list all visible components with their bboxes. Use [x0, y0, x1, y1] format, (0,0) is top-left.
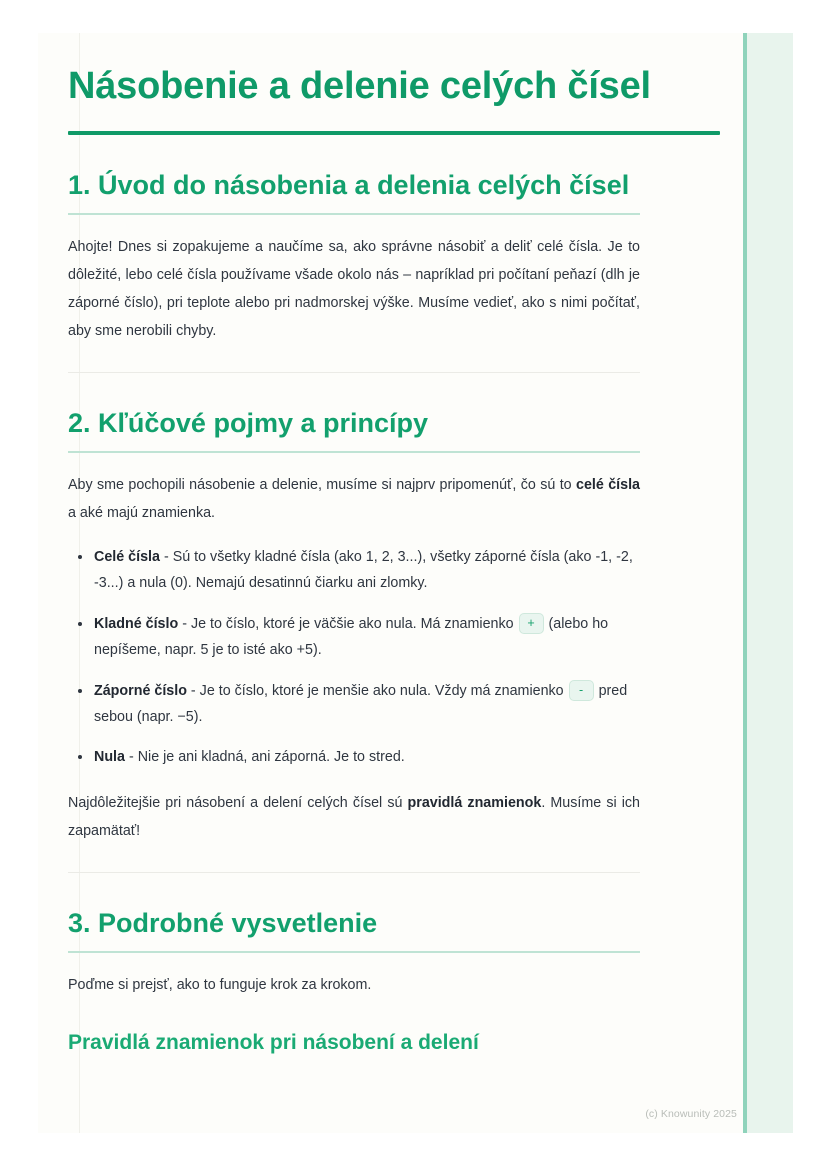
term-label: Záporné číslo: [94, 682, 187, 699]
section-heading-rule: [68, 213, 640, 215]
section-divider: [68, 872, 640, 873]
term-separator: -: [124, 749, 138, 766]
term-description-before: Je to číslo, ktoré je väčšie ako nula. Má znamienko: [190, 615, 518, 632]
section-heading-rule: [68, 951, 640, 953]
term-separator: -: [178, 615, 191, 632]
title-underline: [68, 131, 720, 135]
term-label: Celé čísla: [94, 548, 160, 565]
document-page: [38, 33, 793, 1133]
document-content: [68, 33, 720, 1056]
subsection-heading-rules: Pravidlá znamienok pri násobení a delení: [68, 1030, 479, 1054]
lead-text-after: a aké majú znamienka.: [68, 504, 216, 521]
closing-text-after: . Musíme si ich zapamätať!: [68, 794, 640, 839]
lead-text-before: Aby sme pochopili násobenie a delenie, musíme si najprv pripomenúť, čo sú to: [68, 477, 576, 494]
list-item: [94, 544, 654, 597]
plus-sign-badge: +: [519, 613, 544, 634]
term-separator: -: [186, 682, 200, 699]
section-heading-explanation: 3. Podrobné vysvetlenie: [68, 907, 378, 938]
closing-bold: pravidlá znamienok: [407, 794, 542, 811]
explanation-paragraph: Poďme si prejsť, ako to funguje krok za krokom.: [68, 977, 372, 994]
copyright-watermark: (c) Knowunity 2025: [645, 1108, 737, 1120]
term-label: Kladné číslo: [94, 615, 179, 632]
section-divider: [68, 372, 640, 373]
term-description: Sú to všetky kladné čísla (ako 1, 2, 3...), všetky záporné čísla (ako -1, -2, -3...) a nula (0). Nemajú desatinnú čiarku ani zlomky.: [94, 548, 633, 592]
intro-paragraph: Ahojte! Dnes si zopakujeme a naučíme sa, ako správne násobiť a deliť celé čísla. Je to dôležité, lebo celé čísla používame všade okolo nás – napríklad pri počítaní peňazí (dlh je záporné číslo), pri teplote alebo pri nadmorskej výške. Musíme vedieť, ako s nimi počítať, aby sme nerobili chyby.: [68, 239, 640, 339]
term-description: Nie je ani kladná, ani záporná. Je to stred.: [137, 749, 405, 766]
term-description-after: pred sebou (napr. −5).: [94, 682, 628, 726]
concepts-closing-paragraph: [68, 790, 640, 846]
term-separator: -: [159, 548, 173, 565]
accent-side-strip: [747, 33, 793, 1133]
list-item: [94, 611, 654, 664]
minus-sign-badge: -: [569, 680, 594, 701]
page-title: Násobenie a delenie celých čísel: [68, 65, 651, 107]
list-item: [94, 744, 654, 770]
concepts-lead-paragraph: [68, 472, 640, 528]
term-label: Nula: [94, 749, 125, 766]
term-description-after: (alebo ho nepíšeme, napr. 5 je to isté ako +5).: [94, 615, 609, 659]
section-heading-concepts: 2. Kľúčové pojmy a princípy: [68, 407, 429, 438]
closing-text-before: Najdôležitejšie pri násobení a delení celých čísel sú: [68, 794, 408, 811]
terms-list: [68, 544, 654, 771]
section-heading-rule: [68, 451, 640, 453]
section-heading-intro: 1. Úvod do násobenia a delenia celých čísel: [68, 169, 630, 200]
term-description-before: Je to číslo, ktoré je menšie ako nula. Vždy má znamienko: [199, 682, 568, 699]
lead-term-bold: celé čísla: [576, 477, 640, 494]
list-item: [94, 678, 654, 731]
